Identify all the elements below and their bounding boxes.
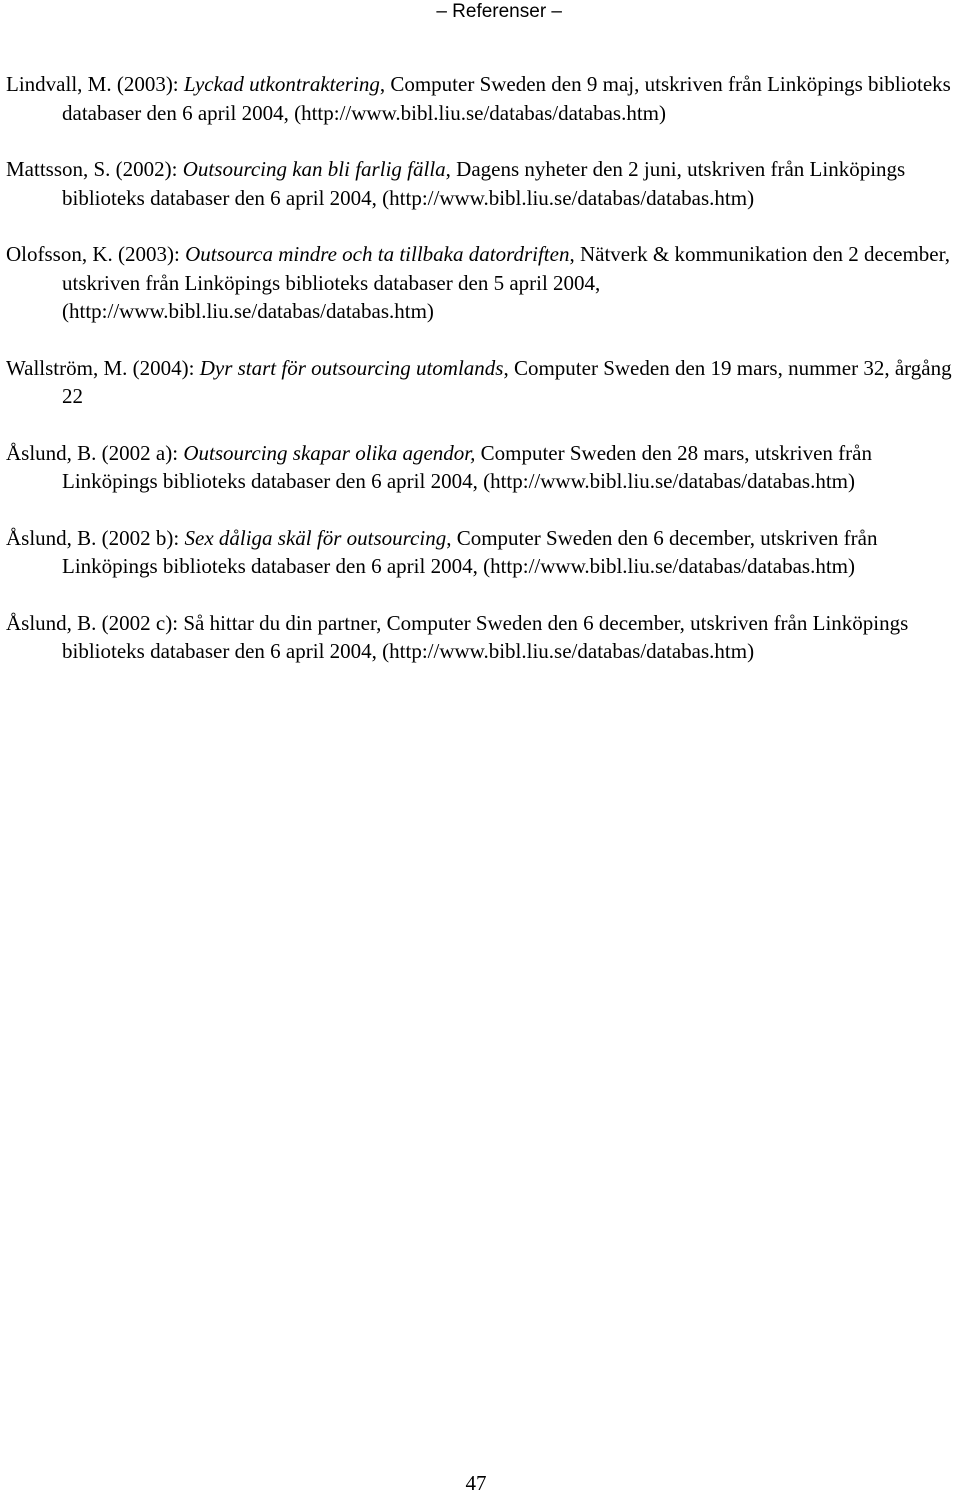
reference-author-year: Olofsson, K. (2003): xyxy=(6,242,186,266)
reference-details: , Nätverk & kommunikation den 2 december, utskriven från Linköpings biblioteks databaser den 5 april 2004, (http://www.bibl.liu.se/databas/databas.htm) xyxy=(62,242,951,323)
reference-author-year: Åslund, B. (2002 a): xyxy=(6,440,184,465)
reference-author-year: Mattsson, S. (2002): xyxy=(6,157,183,181)
reference-entry-wallstrom xyxy=(6,354,960,411)
page-number: 47 xyxy=(465,1471,487,1495)
reference-details: , Computer Sweden den 6 december, utskriven från Linköpings biblioteks databaser den 6 april 2004, (http://www.bibl.liu.se/databas/databas.htm) xyxy=(62,525,878,578)
reference-entry-olofsson xyxy=(6,240,960,326)
reference-details: , Dagens nyheter den 2 juni, utskriven från Linköpings biblioteks databaser den 6 april 2004, (http://www.bibl.liu.se/databas/databas.htm) xyxy=(62,157,906,210)
reference-entry-lindvall xyxy=(6,70,960,127)
reference-text: Åslund, B. (2002 c): Så hittar du din partner, Computer Sweden den 6 december, utskriven från Linköpings biblioteks databaser den 6 april 2004, (http://www.bibl.liu.se/databas/databas.htm) xyxy=(6,610,909,663)
reference-entry-aslund-b xyxy=(6,524,960,581)
reference-author-year: Lindvall, M. (2003): xyxy=(6,72,184,96)
reference-title: Sex dåliga skäl för outsourcing xyxy=(184,525,447,550)
reference-details: Computer Sweden den 28 mars, utskriven från Linköpings biblioteks databaser den 6 april 2004, (http://www.bibl.liu.se/databas/databas.htm) xyxy=(62,440,872,493)
reference-list xyxy=(6,70,960,694)
reference-author-year: Åslund, B. (2002 b): xyxy=(6,525,185,550)
reference-title: Outsourcing skapar olika agendor, xyxy=(183,440,476,465)
reference-details: , Computer Sweden den 19 mars, nummer 32, årgång 22 xyxy=(62,355,952,408)
reference-title: Dyr start för outsourcing utomlands xyxy=(199,355,504,380)
reference-entry-mattsson xyxy=(6,155,960,212)
reference-entry-aslund-a xyxy=(6,439,960,496)
reference-title: Lyckad utkontraktering xyxy=(183,72,380,96)
reference-title: Outsourcing kan bli farlig fälla xyxy=(182,157,446,181)
reference-details: , Computer Sweden den 9 maj, utskriven från Linköpings biblioteks databaser den 6 april 2004, (http://www.bibl.liu.se/databas/databas.htm) xyxy=(62,72,951,125)
running-header: – Referenser – xyxy=(436,1,562,22)
reference-entry-aslund-c xyxy=(6,609,960,666)
reference-author-year: Wallström, M. (2004): xyxy=(6,355,200,380)
reference-title: Outsourca mindre och ta tillbaka datordriften xyxy=(185,242,570,266)
